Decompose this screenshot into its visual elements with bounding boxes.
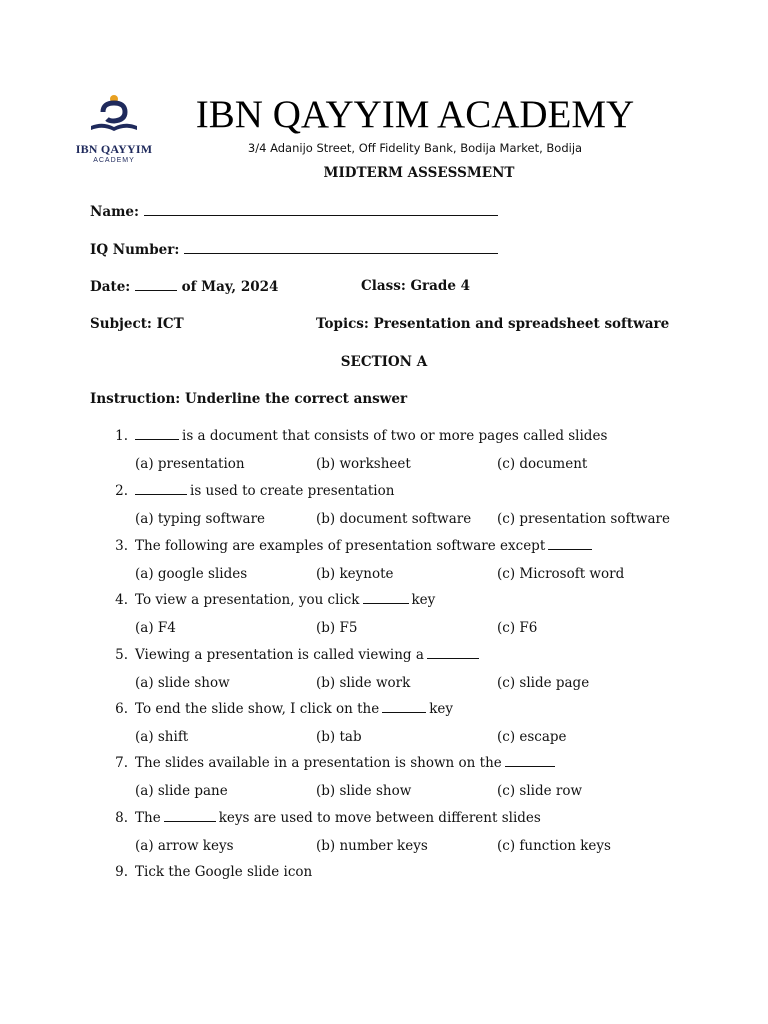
question-text	[135, 428, 607, 444]
answer-option[interactable]: (c) F6	[497, 620, 538, 636]
name-field	[90, 203, 498, 220]
question-number: 5.	[115, 647, 128, 663]
question-text-before: Viewing a presentation is called viewing a	[135, 647, 424, 663]
question-text	[135, 647, 482, 663]
section-title: SECTION A	[340, 354, 428, 370]
question-text-after: is used to create presentation	[190, 483, 395, 499]
answer-option[interactable]: (c) document	[497, 456, 588, 472]
answer-option[interactable]: (c) presentation software	[497, 511, 670, 527]
answer-option[interactable]: (b) F5	[316, 620, 358, 636]
question-text-before: To end the slide show, I click on the	[135, 701, 380, 717]
answer-option[interactable]: (c) Microsoft word	[497, 566, 625, 582]
question-number: 4.	[115, 592, 128, 608]
question-text-before: The slides available in a presentation is shown on the	[135, 755, 502, 771]
answer-option[interactable]: (a) presentation	[135, 456, 245, 472]
answer-option[interactable]: (a) arrow keys	[135, 838, 234, 854]
school-address: 3/4 Adanijo Street, Off Fidelity Bank, Bodija Market, Bodija	[247, 141, 583, 155]
answer-blank[interactable]	[135, 428, 179, 440]
question-number: 8.	[115, 810, 128, 826]
answer-blank[interactable]	[164, 810, 216, 822]
iq-number-field	[90, 241, 498, 258]
question-text	[135, 701, 453, 717]
date-field	[90, 278, 278, 295]
logo-text: IBN QAYYIM	[75, 142, 153, 156]
question-text	[135, 538, 595, 554]
logo-subtext: ACADEMY	[93, 157, 135, 162]
question-text-after: is a document that consists of two or more pages called slides	[182, 428, 608, 444]
answer-option[interactable]: (b) tab	[316, 729, 362, 745]
question-text	[135, 592, 435, 608]
answer-blank[interactable]	[135, 483, 187, 495]
date-suffix: of May, 2024	[181, 279, 279, 295]
iq-number-blank[interactable]	[184, 241, 498, 254]
question-text	[135, 864, 312, 880]
answer-option[interactable]: (a) shift	[135, 729, 189, 745]
answer-option[interactable]: (c) escape	[497, 729, 567, 745]
answer-option[interactable]: (c) slide row	[497, 783, 583, 799]
question-text	[135, 483, 394, 499]
question-number: 3.	[115, 538, 128, 554]
answer-blank[interactable]	[363, 592, 409, 604]
question-text-after: keys are used to move between different slides	[218, 810, 541, 826]
answer-option[interactable]: (b) slide work	[316, 675, 411, 691]
question-number: 1.	[115, 428, 128, 444]
question-text-after: key	[411, 592, 436, 608]
answer-option[interactable]: (a) slide show	[135, 675, 230, 691]
answer-option[interactable]: (a) slide pane	[135, 783, 228, 799]
name-label: Name:	[90, 204, 139, 220]
answer-option[interactable]: (c) function keys	[497, 838, 611, 854]
answer-blank[interactable]	[548, 538, 592, 550]
question-text-before: Tick the Google slide icon	[135, 864, 313, 880]
question-text-before: The following are examples of presentation software except	[135, 538, 546, 554]
question-number: 7.	[115, 755, 128, 771]
subject-label: Subject: ICT	[90, 316, 184, 332]
question-number: 9.	[115, 864, 128, 880]
question-text	[135, 810, 541, 826]
question-text-before: The	[135, 810, 161, 826]
school-logo	[72, 92, 156, 162]
name-blank[interactable]	[144, 203, 498, 216]
answer-option[interactable]: (b) number keys	[316, 838, 428, 854]
answer-option[interactable]: (a) typing software	[135, 511, 266, 527]
open-book-icon	[79, 92, 149, 140]
question-number: 2.	[115, 483, 128, 499]
answer-blank[interactable]	[427, 647, 479, 659]
answer-option[interactable]: (c) slide page	[497, 675, 590, 691]
date-blank[interactable]	[135, 278, 177, 291]
answer-option[interactable]: (b) document software	[316, 511, 472, 527]
instruction-text: Instruction: Underline the correct answer	[90, 391, 408, 407]
answer-option[interactable]: (a) F4	[135, 620, 176, 636]
class-label: Class: Grade 4	[361, 278, 471, 294]
iq-number-label: IQ Number:	[90, 242, 180, 258]
answer-option[interactable]: (b) keynote	[316, 566, 394, 582]
answer-option[interactable]: (a) google slides	[135, 566, 248, 582]
school-name: IBN QAYYIM ACADEMY	[195, 93, 635, 136]
assessment-title: MIDTERM ASSESSMENT	[323, 165, 515, 181]
question-text-before: To view a presentation, you click	[135, 592, 360, 608]
topics-label: Topics: Presentation and spreadsheet software	[316, 316, 670, 332]
date-label: Date:	[90, 279, 131, 295]
answer-option[interactable]: (b) worksheet	[316, 456, 411, 472]
question-text-after: key	[429, 701, 454, 717]
answer-blank[interactable]	[382, 701, 426, 713]
question-number: 6.	[115, 701, 128, 717]
answer-option[interactable]: (b) slide show	[316, 783, 412, 799]
answer-blank[interactable]	[505, 755, 555, 767]
question-text	[135, 755, 558, 771]
